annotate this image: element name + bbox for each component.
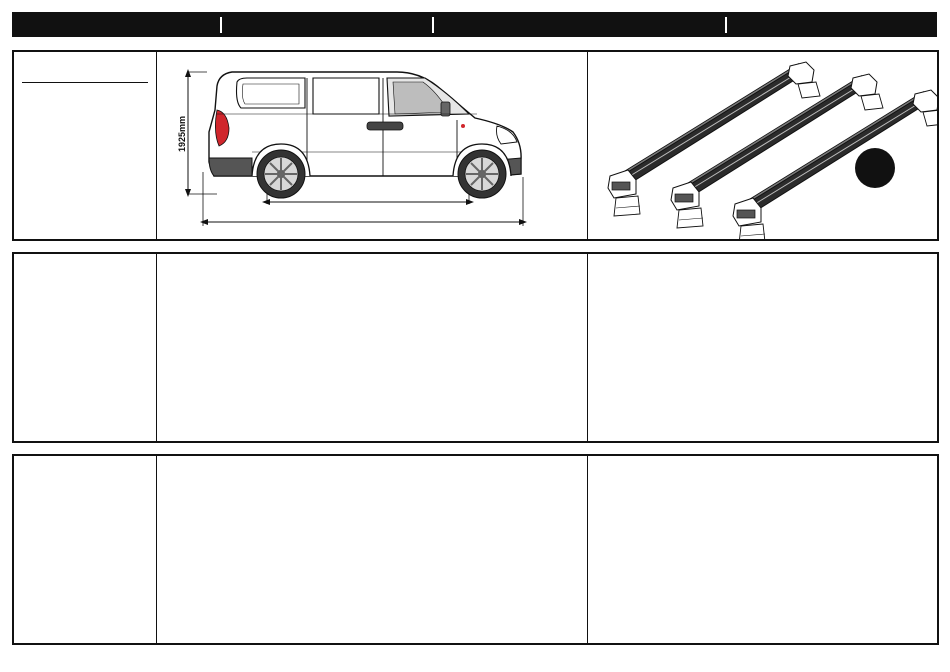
vehicle-fitment-panel [12,50,939,241]
color-swatch-circle-icon [855,148,895,188]
column-divider [156,254,157,441]
header-divider [725,17,727,33]
van-side-view-icon [157,52,587,239]
blank-panel-2 [12,252,939,443]
roof-rack-bars-icon [588,52,937,239]
column-divider [587,456,588,643]
header-bar [12,12,937,37]
label-rule [22,82,148,83]
column-divider [156,456,157,643]
column-divider [587,254,588,441]
header-divider [220,17,222,33]
header-divider [432,17,434,33]
height-dimension-label: 1925mm [177,115,187,152]
blank-panel-3 [12,454,939,645]
